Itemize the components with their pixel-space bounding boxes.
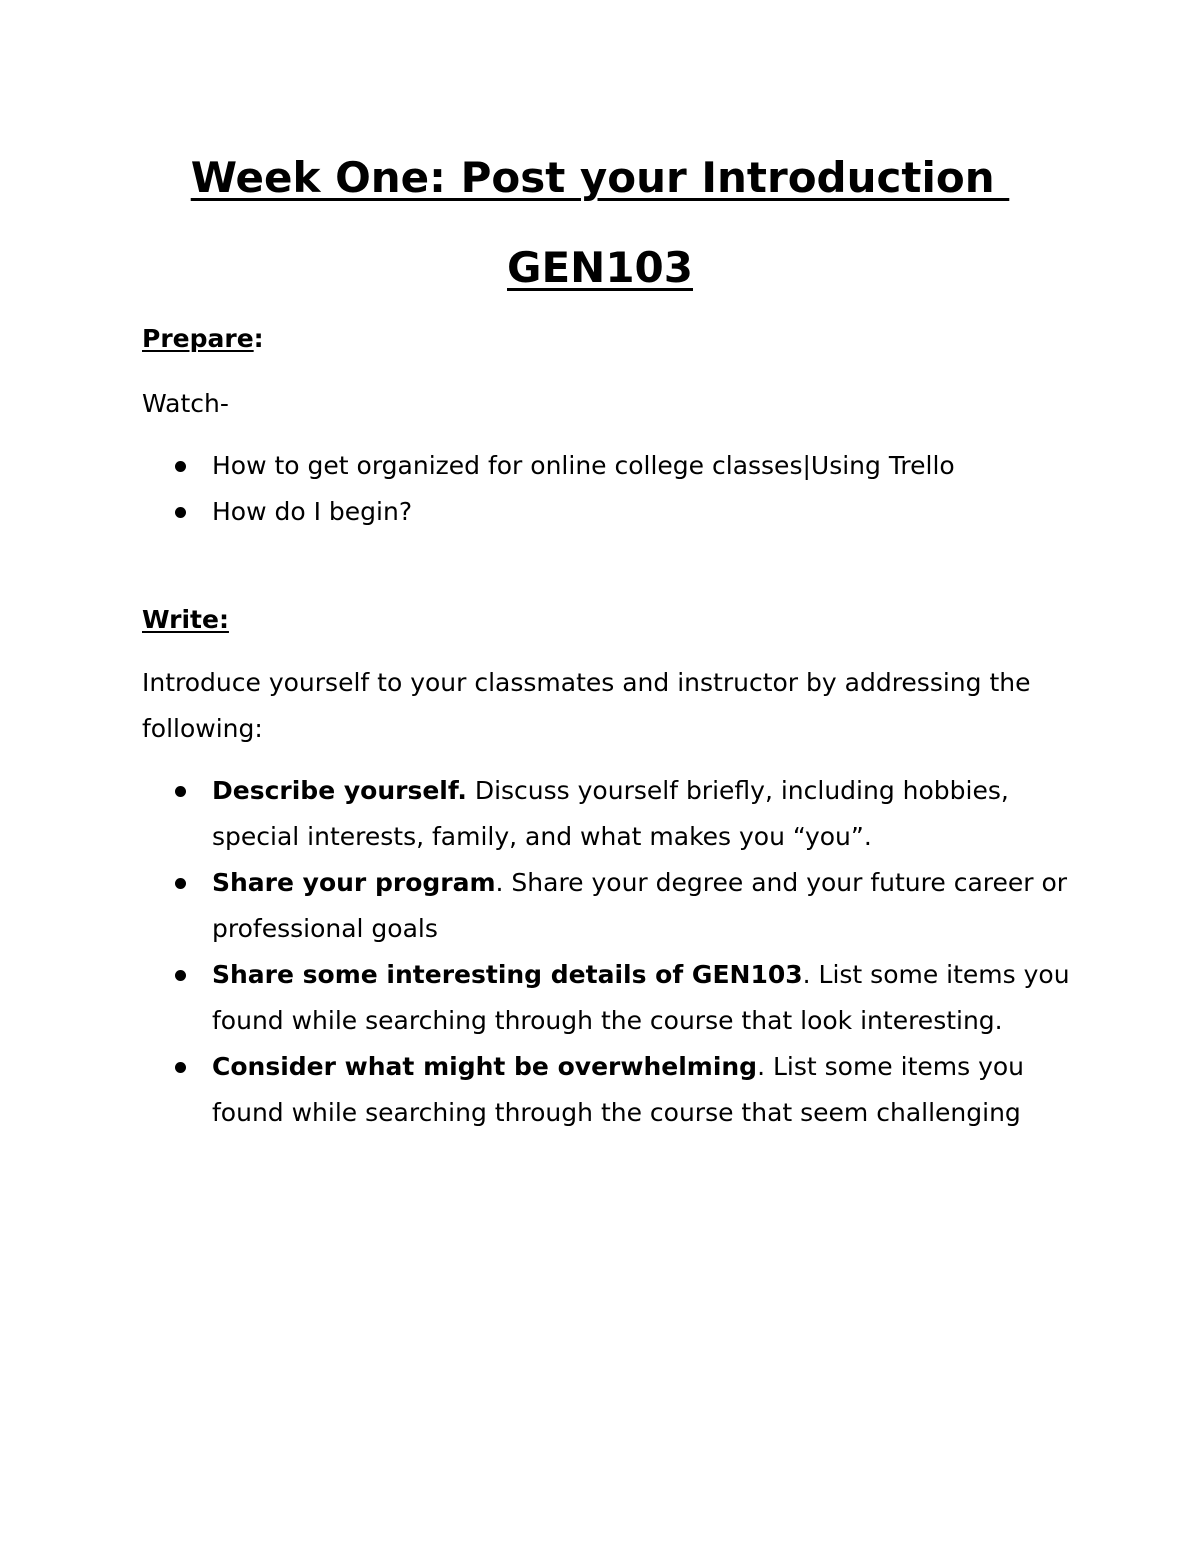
watch-item-text: How to get organized for online college classes|Using Trello [212,451,955,480]
watch-list [0,443,1082,535]
item-text: . Share your degree and your future career or professional goals [212,868,1068,943]
watch-item-text: How do I begin? [212,497,413,526]
write-heading [142,604,229,636]
item-text: Discuss yourself briefly, including hobbies, special interests, family, and what makes you “you”. [212,776,1009,851]
prepare-label: Prepare [142,324,254,353]
item-text: . List some items you found while searching through the course that seem challenging [212,1052,1025,1127]
item-text: . List some items you found while searching through the course that look interesting. [212,960,1070,1035]
list-item [0,952,1082,1044]
title-line-2: GEN103 [507,243,693,292]
item-bold-lead: Share some interesting details of GEN103 [212,960,803,989]
list-item [0,443,1082,489]
list-item [0,1044,1082,1136]
document-title [0,152,1200,204]
item-bold-lead: Share your program [212,868,496,897]
watch-intro: Watch- [142,389,229,418]
list-item [0,489,1082,535]
list-item [0,860,1082,952]
prepare-heading [142,323,264,355]
bullet-icon [175,786,186,797]
write-intro: Introduce yourself to your classmates and instructor by addressing the following: [142,668,1031,743]
bullet-icon [175,507,186,518]
bullet-icon [175,461,186,472]
bullet-icon [175,970,186,981]
course-code-title [0,242,1200,294]
item-bold-lead: Consider what might be overwhelming [212,1052,758,1081]
bullet-icon [175,878,186,889]
write-list [0,768,1082,1136]
write-label: Write: [142,605,229,634]
prepare-colon: : [253,324,264,353]
title-line-1: Week One: Post your Introduction [190,153,1010,202]
bullet-icon [175,1062,186,1073]
item-bold-lead: Describe yourself. [212,776,467,805]
list-item [0,768,1082,860]
